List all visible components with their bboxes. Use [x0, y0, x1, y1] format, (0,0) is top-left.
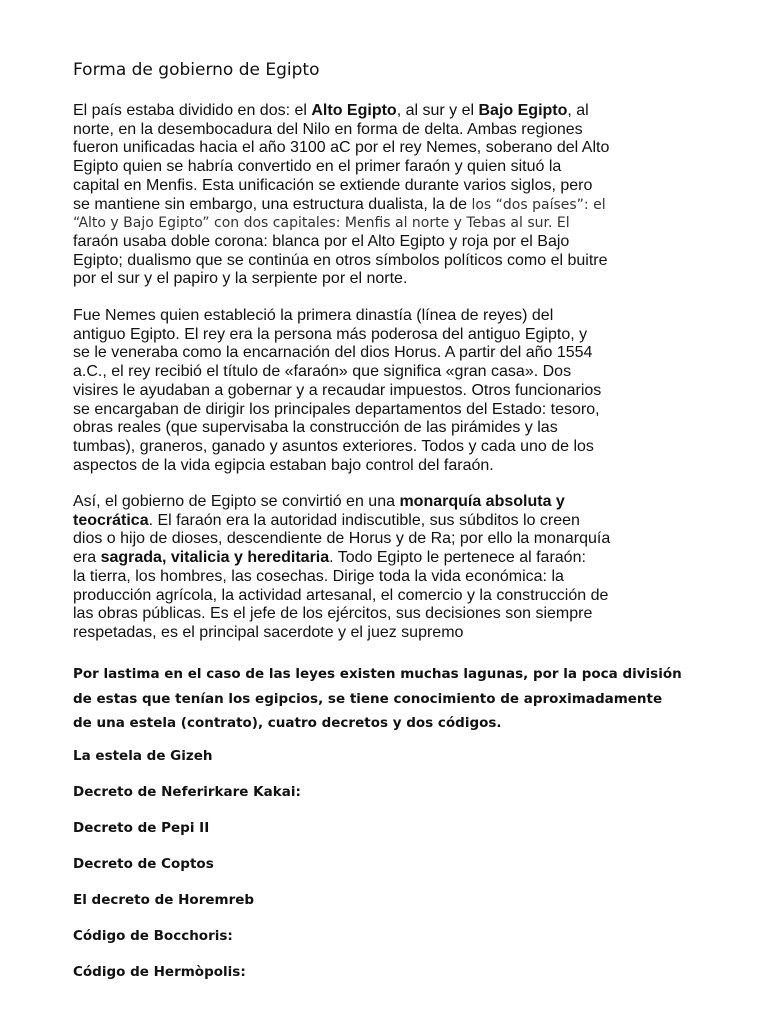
list-item: Código de Bocchoris:	[73, 928, 233, 944]
paragraph-text: , al sur y el	[396, 102, 479, 119]
paragraph-line: norte, en la desembocadura del Nilo en forma de delta. Ambas regiones	[73, 120, 583, 138]
paragraph-text: se mantiene sin embargo, una estructura dualista, la de	[73, 195, 472, 213]
paragraph-line: las obras públicas. Es el jefe de los ejércitos, sus decisiones son siempre	[73, 605, 593, 623]
bold-term-teocratica: teocrática	[73, 511, 149, 529]
paragraph-line: aspectos de la vida egipcia estaban bajo control del faraón.	[73, 456, 494, 474]
paragraph-line: de estas que tenían los egipcios, se tiene conocimiento de aproximadamente	[73, 690, 663, 707]
bold-term-bajo-egipto: Bajo Egipto	[478, 102, 568, 119]
alternate-font-line: “Alto y Bajo Egipto” con dos capitales: Menfis al norte y Tebas al sur. El	[73, 215, 570, 232]
list-item: Código de Hermòpolis:	[73, 964, 246, 980]
bold-term-alto-egipto: Alto Egipto	[311, 102, 397, 119]
paragraph-line: Egipto quien se habría convertido en el primer faraón y quien situó la	[73, 158, 562, 176]
paragraph-line: Egipto; dualismo que se continúa en otros símbolos políticos como el buitre	[73, 251, 608, 269]
paragraph-line: antiguo Egipto. El rey era la persona más poderosa del antiguo Egipto, y	[73, 325, 588, 343]
alternate-font-text: los “dos países”: el	[471, 196, 606, 213]
paragraph-text: . El faraón era la autoridad indiscutible, sus súbditos lo creen	[148, 511, 580, 529]
paragraph-line: producción agrícola, la actividad artesanal, el comercio y la construcción de	[73, 586, 609, 604]
paragraph-line: la tierra, los hombres, las cosechas. Dirige toda la vida económica: la	[73, 567, 564, 585]
list-item: Decreto de Neferirkare Kakai:	[73, 784, 301, 800]
paragraph-line: respetadas, es el principal sacerdote y el juez supremo	[73, 623, 464, 641]
paragraph-division-of-egypt	[73, 102, 609, 289]
paragraph-line: fueron unificadas hacia el año 3100 aC por el rey Nemes, soberano del Alto	[73, 139, 610, 157]
document-title: Forma de gobierno de Egipto	[73, 60, 320, 80]
paragraph-line: visires le ayudaban a gobernar y a recaudar impuestos. Otros funcionarios	[73, 381, 602, 399]
bold-term-monarquia: monarquía absoluta y	[399, 493, 565, 510]
paragraph-line: obras reales (que supervisaba la construcción de las pirámides y las	[73, 419, 558, 437]
paragraph-line: se le veneraba como la encarnación del dios Horus. A partir del año 1554	[73, 344, 593, 362]
bold-term-sagrada: sagrada, vitalicia y hereditaria	[100, 549, 330, 567]
paragraph-line: a.C., el rey recibió el título de «faraón» que significa «gran casa». Dos	[73, 363, 572, 381]
paragraph-line: de una estela (contrato), cuatro decretos y dos códigos.	[73, 715, 502, 731]
paragraph-text: Así, el gobierno de Egipto se convirtió en una	[73, 493, 400, 510]
list-item: La estela de Gizeh	[73, 748, 213, 764]
paragraph-line: capital en Menfis. Esta unificación se extiende durante varios siglos, pero	[73, 176, 593, 194]
paragraph-text: El país estaba dividido en dos: el	[73, 102, 312, 119]
paragraph-text: era	[73, 549, 101, 567]
paragraph-line: Fue Nemes quien estableció la primera dinastía (línea de reyes) del	[73, 307, 554, 324]
paragraph-line: dios o hijo de dioses, descendiente de Horus y de Ra; por ello la monarquía	[73, 530, 611, 548]
paragraph-text: . Todo Egipto le pertenece al faraón:	[329, 549, 586, 567]
list-item: El decreto de Horemreb	[73, 892, 255, 908]
paragraph-laws	[73, 662, 682, 736]
list-item: Decreto de Coptos	[73, 856, 214, 872]
paragraph-first-dynasty	[73, 307, 601, 475]
paragraph-line: Por lastima en el caso de las leyes existen muchas lagunas, por la poca división	[73, 666, 682, 682]
paragraph-line: se encargaban de dirigir los principales departamentos del Estado: tesoro,	[73, 400, 600, 418]
legal-documents-list	[73, 744, 301, 996]
paragraph-line: por el sur y el papiro y la serpiente por el norte.	[73, 270, 408, 288]
list-item: Decreto de Pepi II	[73, 820, 210, 836]
paragraph-line: faraón usaba doble corona: blanca por el Alto Egipto y roja por el Bajo	[73, 232, 570, 250]
paragraph-absolute-monarchy	[73, 493, 610, 643]
paragraph-text: , al	[567, 102, 589, 119]
paragraph-line: tumbas), graneros, ganado y asuntos exteriores. Todos y cada uno de los	[73, 437, 594, 455]
